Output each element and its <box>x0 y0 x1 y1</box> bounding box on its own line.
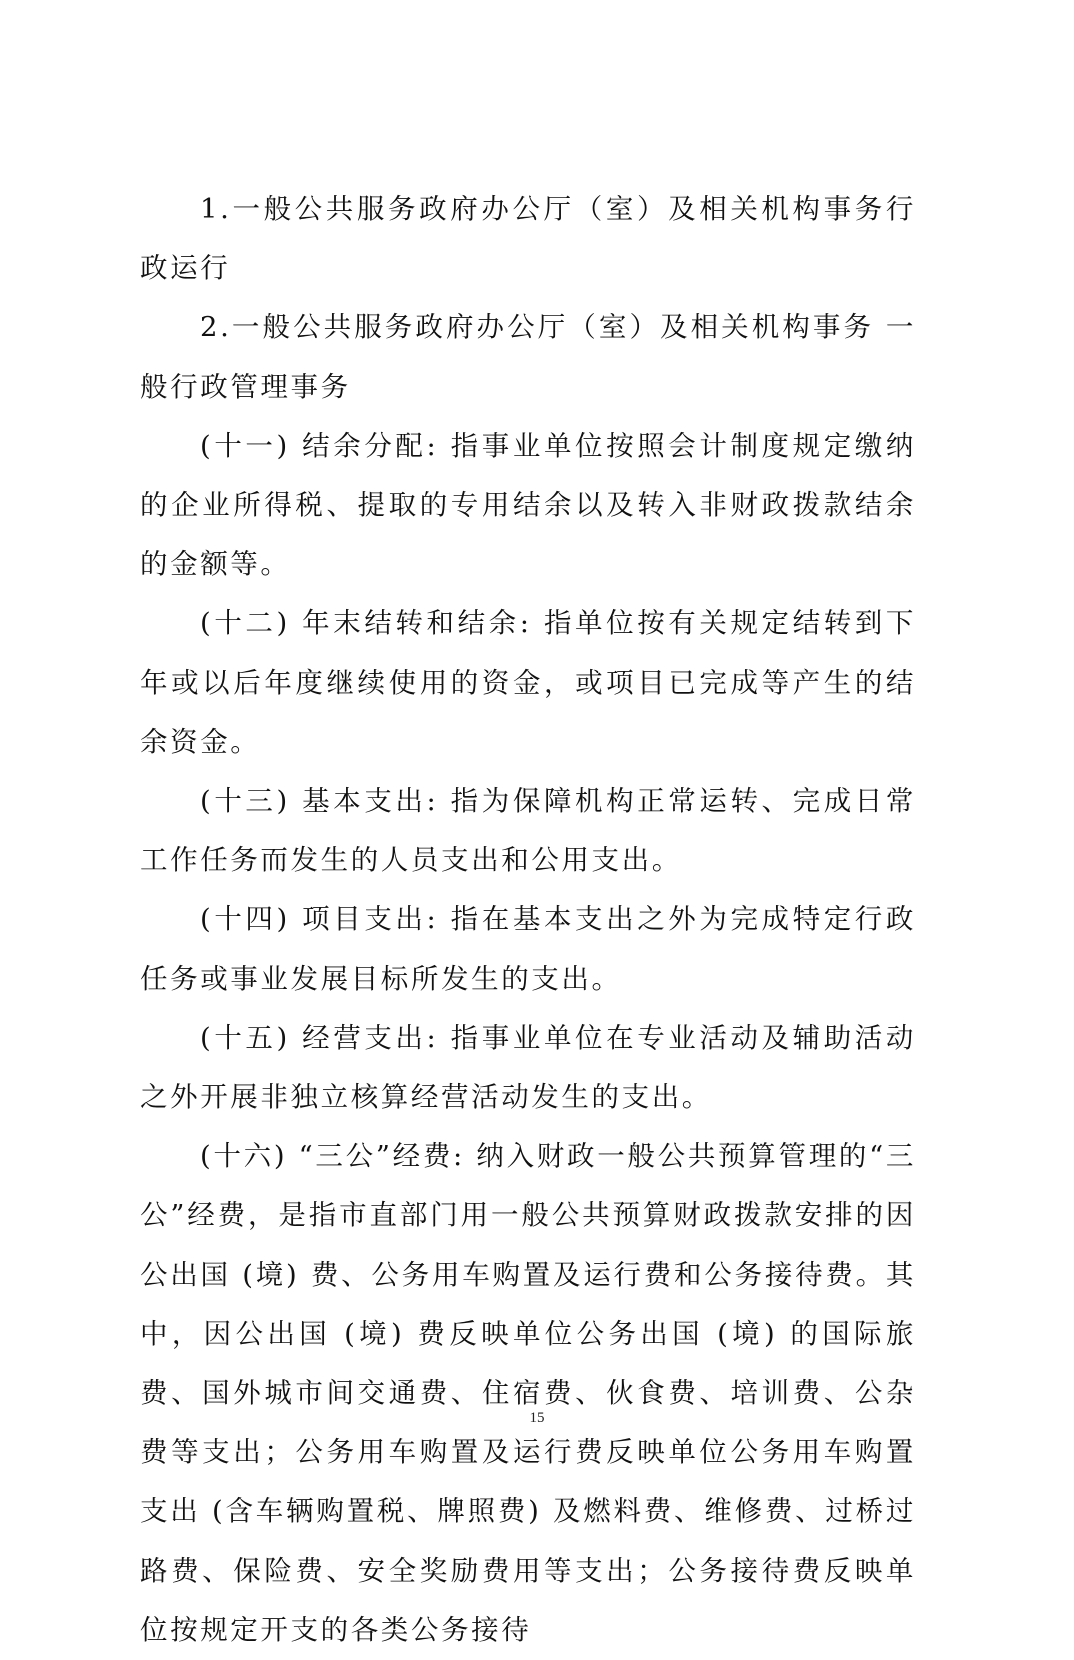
page-number: 15 <box>529 1410 545 1426</box>
paragraph-year-end-carryover: (十二) 年末结转和结余: 指单位按有关规定结转到下年或以后年度继续使用的资金，或项目已完成等产生的结余资金。 <box>140 607 916 758</box>
body-text <box>140 180 916 1660</box>
paragraph-item-1: 1.一般公共服务政府办公厅（室）及相关机构事务行政运行 <box>140 193 916 285</box>
paragraph-operating-expenditure: (十五) 经营支出: 指事业单位在专业活动及辅助活动之外开展非独立核算经营活动发生的支出。 <box>140 1021 916 1114</box>
paragraph-basic-expenditure: (十三) 基本支出: 指为保障机构正常运转、完成日常工作任务而发生的人员支出和公用支出。 <box>140 785 916 877</box>
paragraph-three-public-funds: (十六) “三公”经费: 纳入财政一般公共预算管理的“三公”经费，是指市直部门用一般公共预算财政拨款安排的因公出国 (境) 费、公务用车购置及运行费和公务接待费。其中，因公出国 (境) 费反映单位公务出国 (境) 的国际旅费、国外城市间交通费、住宿费、伙食费、培训费、公杂费等支出；公务用车购置及运行费反映单位公务用车购置支出 (含车辆购置税、牌照费) 及燃料费、维修费、过桥过路费、保险费、安全奖励费用等支出；公务接待费反映单位按规定开支的各类公务接待 <box>140 1140 916 1646</box>
paragraph-surplus-distribution: (十一) 结余分配: 指事业单位按照会计制度规定缴纳的企业所得税、提取的专用结余以及转入非财政拨款结余的金额等。 <box>140 429 916 581</box>
paragraph-project-expenditure: (十四) 项目支出: 指在基本支出之外为完成特定行政任务或事业发展目标所发生的支出。 <box>140 903 916 995</box>
paragraph-item-2: 2.一般公共服务政府办公厅（室）及相关机构事务 一般行政管理事务 <box>140 311 916 403</box>
